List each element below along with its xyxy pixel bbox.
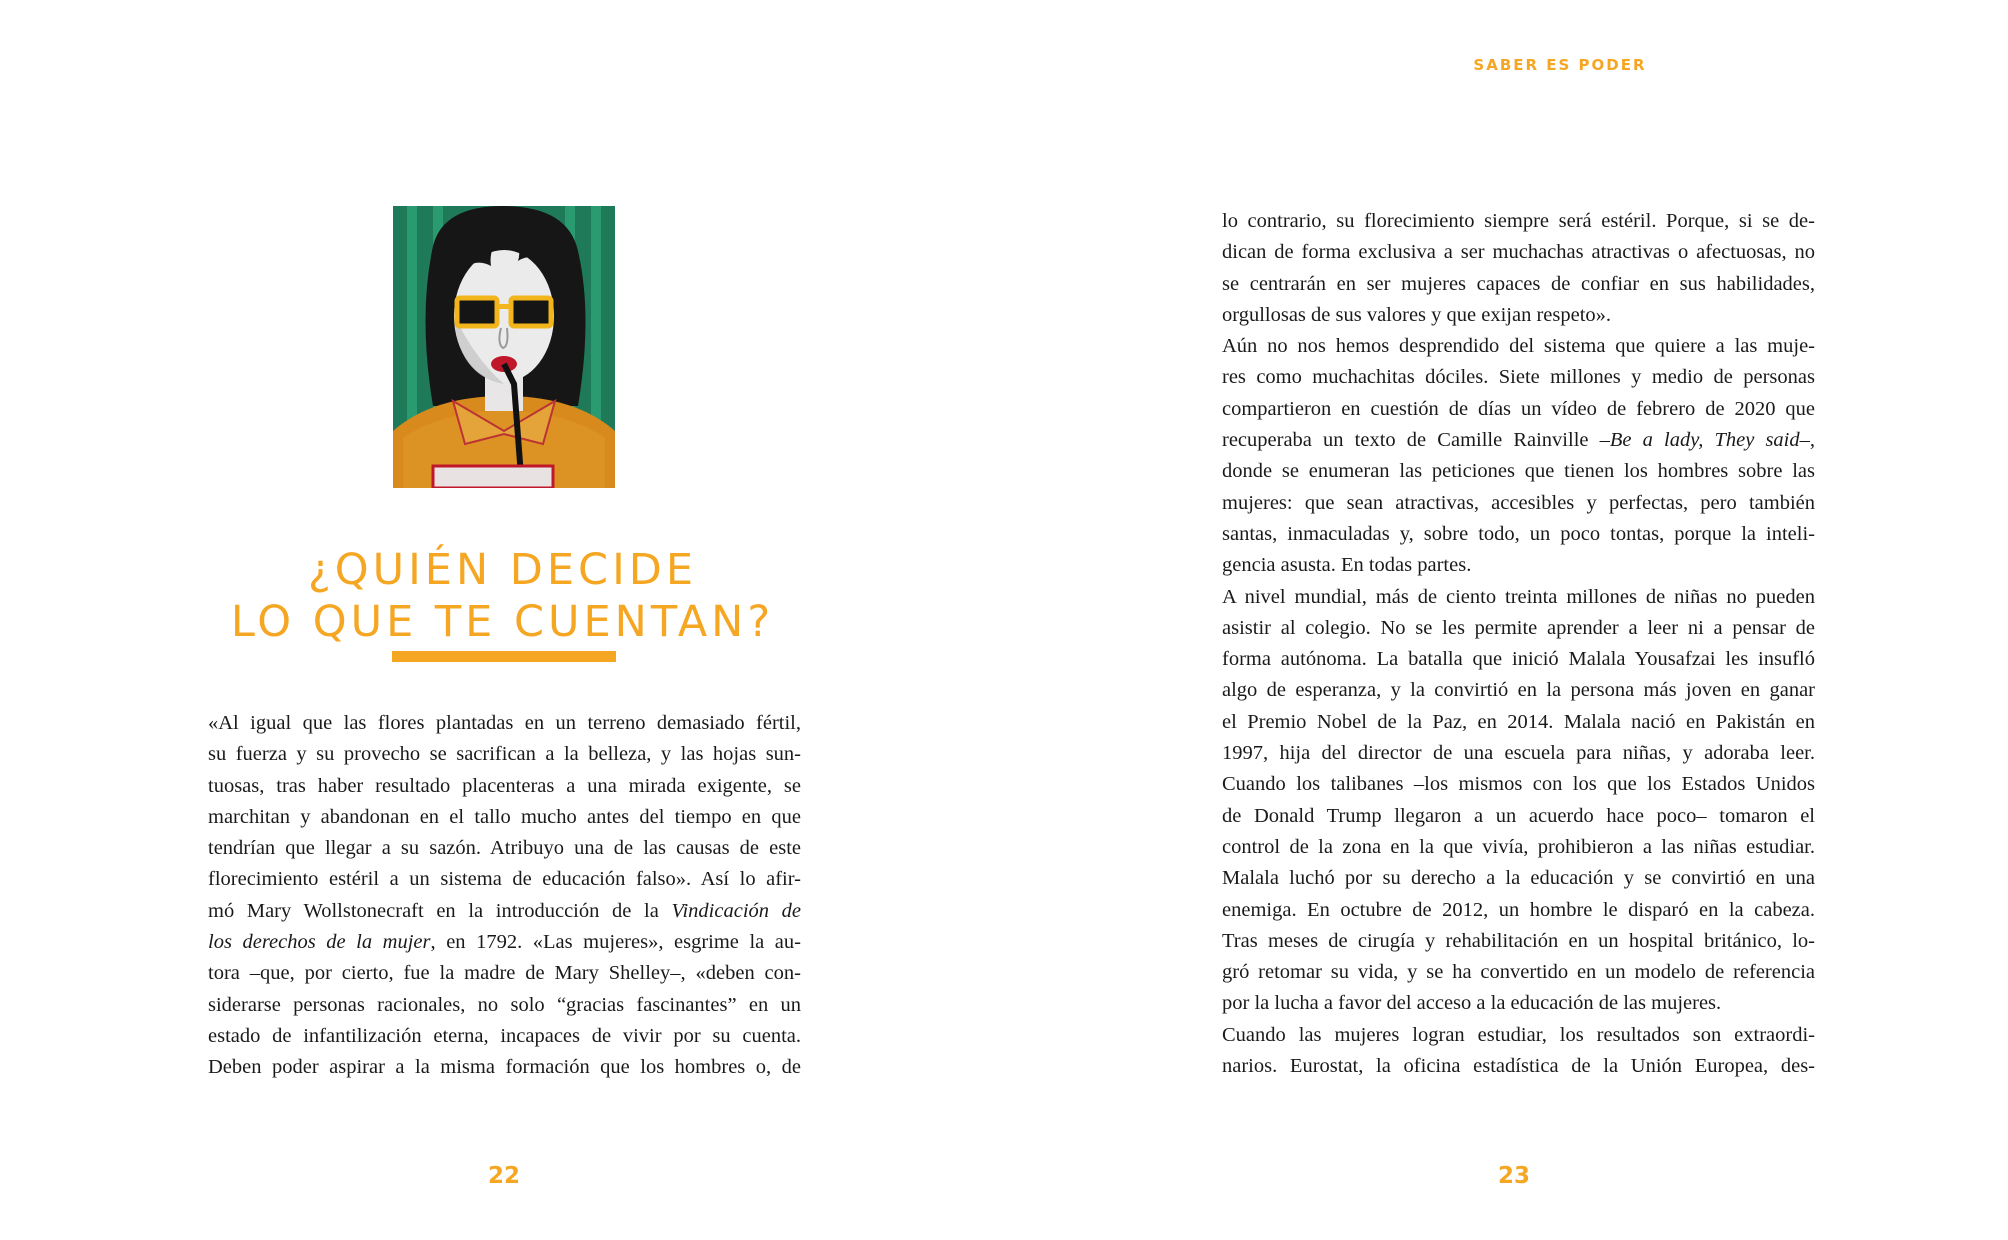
text-line: su fuerza y su provecho se sacrifican a la belleza, y las hojas sun- bbox=[208, 743, 801, 766]
right-page bbox=[1004, 0, 2008, 1240]
chapter-title-line-2: LO QUE TE CUENTAN? bbox=[230, 596, 775, 647]
text-line: compartieron en cuestión de días un vídeo de febrero de 2020 que bbox=[1222, 397, 1815, 420]
book-title-italic: Vindicación de bbox=[671, 899, 802, 922]
text-line: dican de forma exclusiva a ser muchachas atractivas o afectuosas, no bbox=[1222, 241, 1815, 264]
text-line: «Al igual que las flores plantadas en un terreno demasiado fértil, bbox=[208, 712, 801, 734]
text-line: por la lucha a favor del acceso a la educación de las mujeres. bbox=[1222, 992, 1722, 1015]
text-line: lo contrario, su florecimiento siempre será estéril. Porque, si se de- bbox=[1222, 210, 1815, 232]
text-line: A nivel mundial, más de ciento treinta millones de niñas no pueden bbox=[1222, 585, 1815, 608]
text-line: estado de infantilización eterna, incapaces de vivir por su cuenta. bbox=[208, 1024, 801, 1047]
text-line: res como muchachitas dóciles. Siete millones y medio de personas bbox=[1222, 366, 1815, 389]
text-line: mujeres: que sean atractivas, accesibles y perfectas, pero también bbox=[1222, 491, 1815, 514]
text-line: orgullosas de sus valores y que exijan respeto». bbox=[1222, 303, 1612, 326]
text-line: santas, inmaculadas y, sobre todo, un poco tontas, porque la inteli- bbox=[1222, 522, 1815, 545]
text-line: Deben poder aspirar a la misma formación que los hombres o, de bbox=[208, 1056, 801, 1079]
text-line: Cuando los talibanes –los mismos con los que los Estados Unidos bbox=[1222, 773, 1815, 796]
text-line: enemiga. En octubre de 2012, un hombre le disparó en la cabeza. bbox=[1222, 898, 1815, 921]
text-line: narios. Eurostat, la oficina estadística de la Unión Europea, des- bbox=[1222, 1055, 1815, 1078]
text-line: algo de esperanza, y la convirtió en la persona más joven en ganar bbox=[1222, 679, 1815, 702]
text-fragment: mó Mary Wollstonecraft en la introducción de la bbox=[208, 899, 659, 922]
text-line: tuosas, tras haber resultado placenteras a una mirada exigente, se bbox=[208, 774, 801, 797]
text-line bbox=[208, 896, 801, 927]
text-line: se centrarán en ser mujeres capaces de confiar en sus habilidades, bbox=[1222, 272, 1815, 295]
text-line: gencia asusta. En todas partes. bbox=[1222, 554, 1472, 577]
text-fragment: –, bbox=[1799, 429, 1816, 452]
running-head: SABER ES PODER bbox=[1473, 56, 1647, 74]
text-line: tora –que, por cierto, fue la madre de Mary Shelley–, «deben con- bbox=[208, 962, 801, 985]
text-line: marchitan y abandonan en el tallo mucho antes del tiempo en que bbox=[208, 805, 801, 828]
text-line: siderarse personas racionales, no solo “gracias fascinantes” en un bbox=[208, 993, 801, 1016]
video-title-italic: Be a lady, They said bbox=[1609, 429, 1800, 452]
text-line: el Premio Nobel de la Paz, en 2014. Malala nació en Pakistán en bbox=[1222, 710, 1815, 733]
book-title-italic: los derechos de la mujer bbox=[208, 931, 431, 954]
text-line: forma autónoma. La batalla que inició Malala Yousafzai les insufló bbox=[1222, 648, 1815, 671]
page-number: 23 bbox=[1497, 1163, 1530, 1189]
text-line bbox=[1222, 425, 1815, 456]
text-line: control de la zona en la que vivía, prohibieron a las niñas estudiar. bbox=[1222, 835, 1815, 858]
text-line: florecimiento estéril a un sistema de educación falso». Así lo afir- bbox=[208, 868, 801, 891]
text-line: Cuando las mujeres logran estudiar, los resultados son extraordi- bbox=[1222, 1023, 1815, 1046]
page-number: 22 bbox=[487, 1163, 520, 1189]
right-page-body-text bbox=[1222, 206, 1815, 1082]
text-line: Malala luchó por su derecho a la educación y se convirtió en una bbox=[1222, 867, 1815, 890]
text-line: 1997, hija del director de una escuela para niñas, y adoraba leer. bbox=[1222, 742, 1815, 765]
text-line: de Donald Trump llegaron a un acuerdo hace poco– tomaron el bbox=[1222, 804, 1815, 827]
title-underline-rule bbox=[392, 651, 616, 662]
text-fragment: , en 1792. «Las mujeres», esgrime la au- bbox=[430, 931, 801, 954]
text-line bbox=[208, 927, 801, 958]
text-line: asistir al colegio. No se les permite aprender a leer ni a pensar de bbox=[1222, 616, 1815, 639]
woman-portrait-illustration bbox=[393, 206, 615, 488]
text-fragment: recuperaba un texto de Camille Rainville – bbox=[1222, 429, 1610, 452]
chapter-title bbox=[180, 544, 825, 648]
text-line: Tras meses de cirugía y rehabilitación en un hospital británico, lo- bbox=[1222, 929, 1815, 952]
text-line: tendrían que llegar a su sazón. Atribuyo una de las causas de este bbox=[208, 837, 801, 860]
chapter-title-line-1: ¿QUIÉN DECIDE bbox=[307, 544, 698, 595]
text-line: Aún no nos hemos desprendido del sistema que quiere a las muje- bbox=[1222, 335, 1815, 358]
portrait-svg bbox=[393, 206, 615, 488]
left-page-body-text bbox=[208, 708, 801, 1084]
text-line: donde se enumeran las peticiones que tienen los hombres sobre las bbox=[1222, 460, 1815, 483]
text-line: gró retomar su vida, y se ha convertido en un modelo de referencia bbox=[1222, 961, 1815, 984]
